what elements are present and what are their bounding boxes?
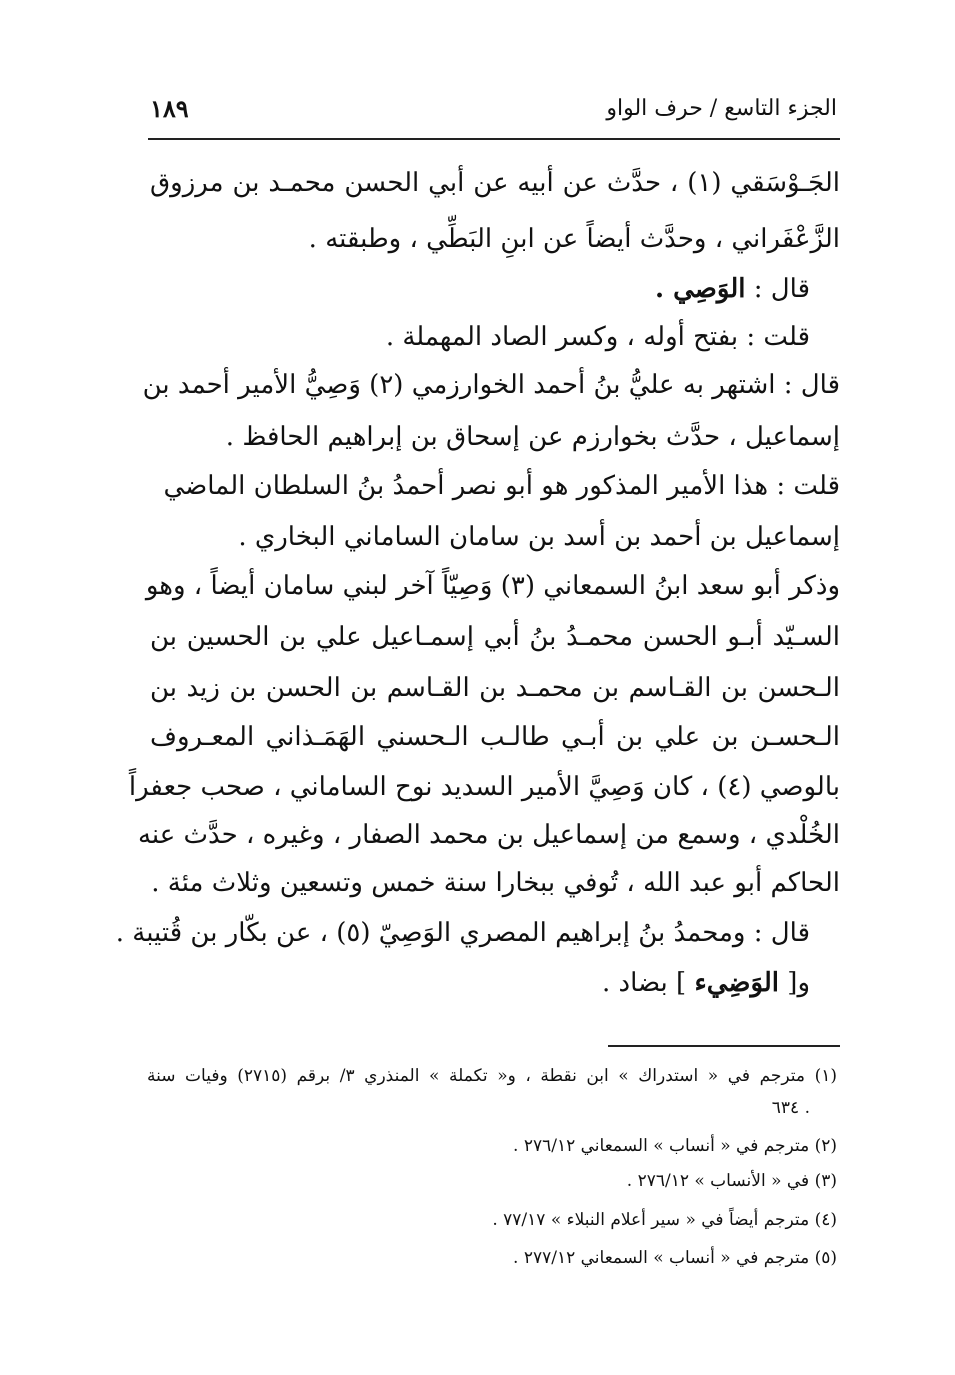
footnote-rule [608,1045,840,1047]
body-line: قال : ومحمدُ بنُ إبراهيم المصري الوَصِيّ (٥) ، عن بكّار بن قُتيبة . [115,918,810,948]
header-rule [148,138,840,140]
body-line: وذكر أبو سعد ابنُ السمعاني (٣) وَصِيّاً آخر لبني سامان أيضاً ، وهو [145,571,840,601]
body-line: الخُلْدي ، وسمع من إسماعيل بن محمد الصفار ، وغيره ، حدَّث عنه [137,820,840,850]
body-line [120,970,810,996]
footnote-line: (٣) في « الأنساب » ٢٧٦/١٢ . [626,1171,837,1191]
body-line: قال : اشتهر به عليُّ بنُ أحمد الخوارزمي (٢) وَصِيُّ الأمير أحمد بن [142,370,840,400]
body-line: السـيّد أبـو الحسن محمـدُ بنُ أبي إسمـاعيل علي بن الحسين بن [150,622,840,652]
footnote-line: (٥) مترجم في « أنساب » السمعاني ٢٧٧/١٢ . [513,1248,837,1268]
footnote-line: (١) مترجم في « استدراك » ابن نقطة ، و« تكملة » المنذري ٣/ برقم (٢٧١٥) وفيات سنة [147,1066,837,1086]
body-text: قال : [745,274,810,304]
body-text: و[ [779,968,810,998]
body-line: الزَّعْفَراني ، وحدَّث أيضاً عن ابنِ البَطِّي ، وطبقته . [308,224,840,254]
body-line: الـحسـن بن علي بن أبـي طالـب الـحسني الهَمَـذاني المعـروف [150,722,840,752]
footnote-line: (٤) مترجم أيضاً في « سير أعلام النبلاء » ٧٧/١٧ . [492,1210,837,1230]
body-line: قلت : بفتح أوله ، وكسر الصاد المهملة . [385,322,810,352]
body-line: الـحسن بن القـاسم بن محمـد بن القـاسم بن الحسن بن زيد بن [150,673,840,703]
page-number: ١٨٩ [150,94,189,123]
body-text: ] بضاد . [601,968,695,998]
body-line: بالوصي (٤) ، كان وَصِيَّ الأمير السديد نوح الساماني ، صحب جعفراً [128,772,840,802]
running-title: الجزء التاسع / حرف الواو [606,96,837,121]
body-line: إسماعيل بن أحمد بن أسد بن سامان الساماني البخاري . [238,522,840,552]
body-line: إسماعيل ، حدَّث بخوارزم عن إسحاق بن إبراهيم الحافظ . [225,422,840,452]
body-line: الجَـوْسَقي (١) ، حدَّث عن أبيه عن أبي الحسن محمـد بن مرزوق [150,168,841,198]
headword: الوَصِي . [655,274,746,304]
headword: الوَضِيء [694,968,780,998]
body-line [120,276,810,302]
body-line: الحاكم أبو عبد الله ، تُوفي ببخارا سنة خمس وتسعين وثلاث مئة . [151,868,840,898]
body-line: قلت : هذا الأمير المذكور هو أبو نصر أحمدُ بنُ السلطان الماضي [163,471,840,501]
footnote-line: (٢) مترجم في « أنساب » السمعاني ٢٧٦/١٢ . [513,1136,837,1156]
footnote-line: . ٦٣٤ [771,1098,810,1118]
